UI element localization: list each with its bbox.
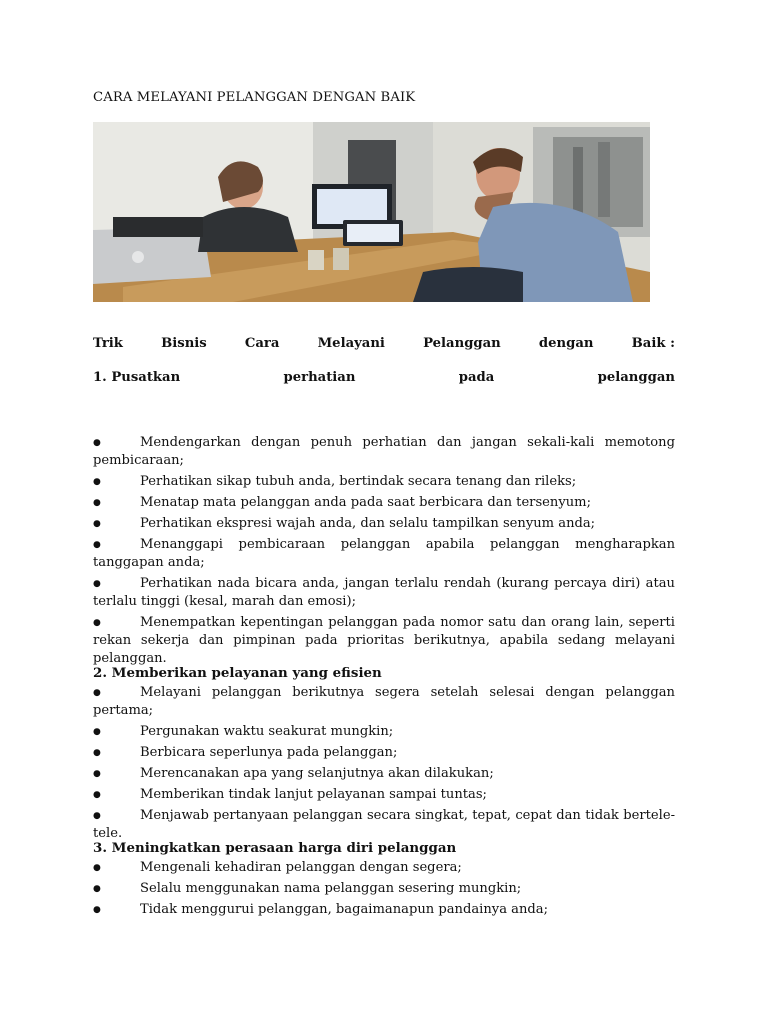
bullet-icon: ● <box>93 477 101 487</box>
intro-word: Melayani <box>317 336 385 351</box>
section1-word: perhatian <box>283 370 356 385</box>
list-item: ● Perhatikan ekspresi wajah anda, dan selalu tampilkan senyum anda; <box>93 516 596 531</box>
bullet-icon: ● <box>93 540 101 550</box>
intro-word: Baik : <box>631 336 675 351</box>
intro-word: Cara <box>244 336 280 351</box>
section2-heading: 2. Memberikan pelayanan yang efisien <box>93 665 382 681</box>
bullet-icon: ● <box>93 618 101 628</box>
section1-list <box>93 434 675 668</box>
intro-heading <box>93 336 675 351</box>
bullet-icon: ● <box>93 688 101 698</box>
intro-word: Bisnis <box>161 336 207 351</box>
bullet-icon: ● <box>93 519 101 529</box>
bullet-icon: ● <box>93 727 101 737</box>
bullet-icon: ● <box>93 863 101 873</box>
list-item: ● Tidak menggurui pelanggan, bagaimanapun pandainya anda; <box>93 902 548 917</box>
bullet-icon: ● <box>93 579 101 589</box>
section1-heading <box>93 370 675 385</box>
list-item: ● Melayani pelanggan berikutnya segera setelah selesai dengan pelanggan pertama; <box>93 685 675 718</box>
bullet-icon: ● <box>93 498 101 508</box>
list-item: ● Menempatkan kepentingan pelanggan pada nomor satu dan orang lain, seperti rekan sekerja dan pimpinan pada prioritas berikutnya, apabila sedang melayani pelanggan. <box>93 615 675 666</box>
bullet-icon: ● <box>93 748 101 758</box>
bullet-icon: ● <box>93 769 101 779</box>
page-title: CARA MELAYANI PELANGGAN DENGAN BAIK <box>93 90 416 105</box>
section3-list <box>93 859 675 919</box>
list-item: ● Mendengarkan dengan penuh perhatian dan jangan sekali-kali memotong pembicaraan; <box>93 435 675 468</box>
bullet-icon: ● <box>93 438 101 448</box>
bullet-icon: ● <box>93 790 101 800</box>
section1-word: pelanggan <box>597 370 675 385</box>
bullet-icon: ● <box>93 811 101 821</box>
list-item: ● Merencanakan apa yang selanjutnya akan dilakukan; <box>93 766 494 781</box>
bullet-icon: ● <box>93 905 101 915</box>
list-item: ● Menanggapi pembicaraan pelanggan apabila pelanggan mengharapkan tanggapan anda; <box>93 537 675 570</box>
list-item: ● Memberikan tindak lanjut pelayanan sampai tuntas; <box>93 787 487 802</box>
section1-word: 1. Pusatkan <box>93 370 181 385</box>
section3-heading: 3. Meningkatkan perasaan harga diri pelanggan <box>93 840 457 856</box>
office-photo <box>93 122 650 302</box>
bullet-icon: ● <box>93 884 101 894</box>
list-item: ● Perhatikan sikap tubuh anda, bertindak secara tenang dan rileks; <box>93 474 577 489</box>
list-item: ● Berbicara seperlunya pada pelanggan; <box>93 745 398 760</box>
intro-word: Trik <box>93 336 123 351</box>
intro-word: dengan <box>538 336 594 351</box>
list-item: ● Perhatikan nada bicara anda, jangan terlalu rendah (kurang percaya diri) atau terlalu tinggi (kesal, marah dan emosi); <box>93 576 675 609</box>
section2-list <box>93 684 675 843</box>
section1-word: pada <box>458 370 495 385</box>
office-photo-icon <box>93 122 650 302</box>
list-item: ● Mengenali kehadiran pelanggan dengan segera; <box>93 860 462 875</box>
list-item: ● Selalu menggunakan nama pelanggan sesering mungkin; <box>93 881 522 896</box>
intro-word: Pelanggan <box>423 336 501 351</box>
list-item: ● Menjawab pertanyaan pelanggan secara singkat, tepat, cepat dan tidak bertele-tele. <box>93 808 675 841</box>
list-item: ● Pergunakan waktu seakurat mungkin; <box>93 724 394 739</box>
list-item: ● Menatap mata pelanggan anda pada saat berbicara dan tersenyum; <box>93 495 592 510</box>
